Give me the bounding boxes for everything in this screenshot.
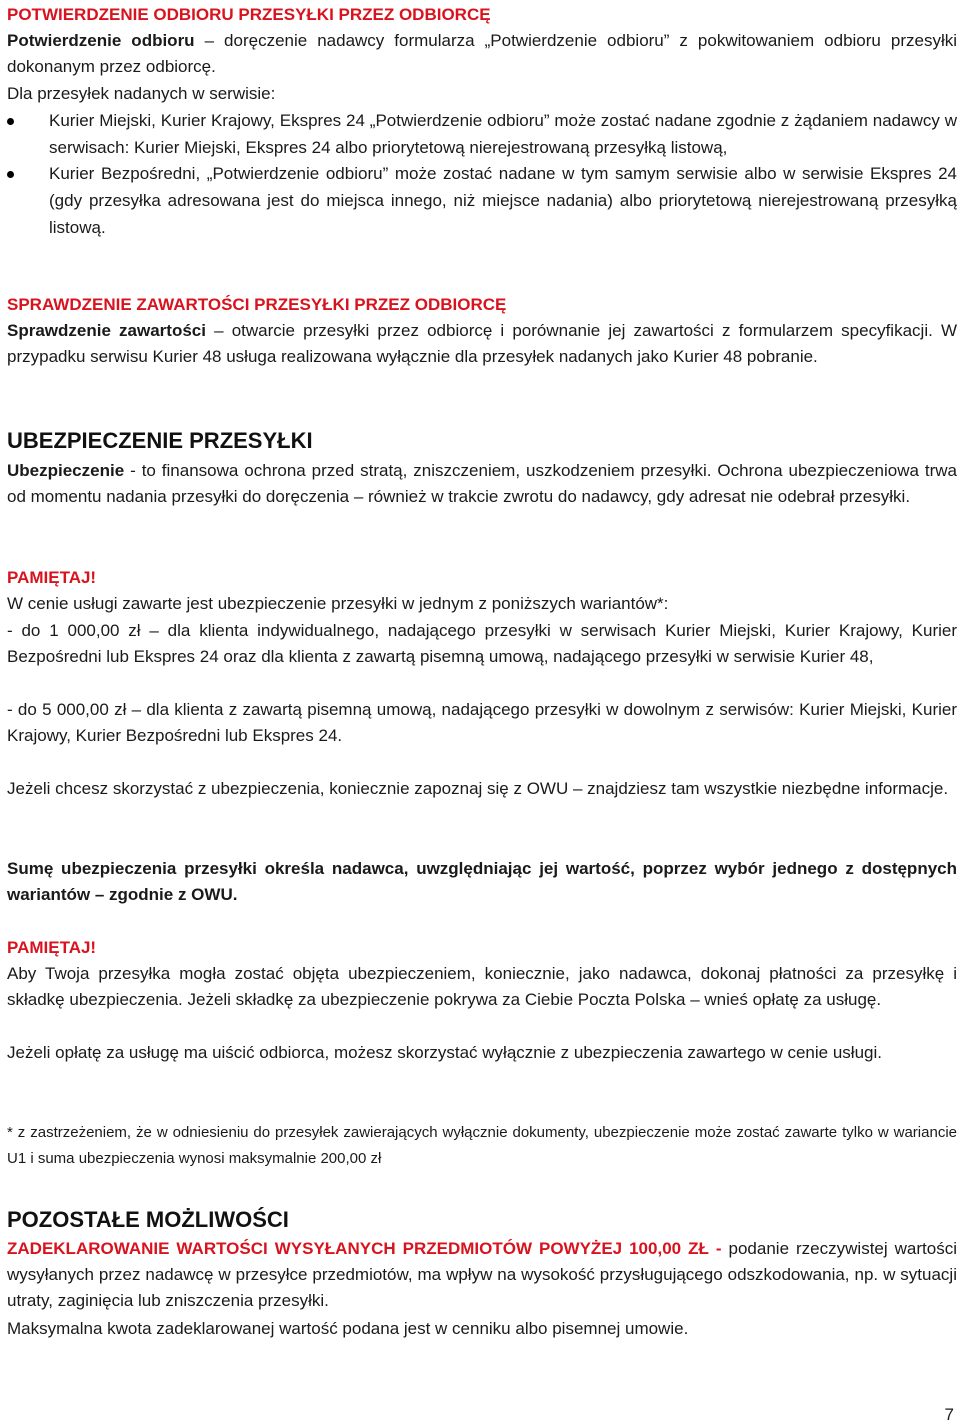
section-heading-delivery-confirmation: POTWIERDZENIE ODBIORU PRZESYŁKI PRZEZ ODBIORCĘ — [7, 5, 491, 24]
declared-value-label: ZADEKLAROWANIE WARTOŚCI WYSYŁANYCH PRZEDMIOTÓW POWYŻEJ 100,00 ZŁ - — [7, 1239, 722, 1258]
definition-text: – otwarcie przesyłki przez odbiorcę i porównanie jej zawartości z formularzem specyfikacji. W przypadku serwisu Kurier 48 usługa realizowana wyłącznie dla przesyłek nadanych jako Kurier 48 pobranie. — [7, 321, 957, 366]
page-number: 7 — [944, 1405, 954, 1424]
footnote: * z zastrzeżeniem, że w odniesieniu do przesyłek zawierających wyłącznie dokumenty, ubezpieczenie może zostać zawarte tylko w wariancie U1 i suma ubezpieczenia wynosi maksymalnie 200,00 zł — [7, 1124, 957, 1167]
owu-note: Jeżeli chcesz skorzystać z ubezpieczenia, koniecznie zapoznaj się z OWU – znajdziesz tam wszystkie niezbędne informacje. — [7, 779, 949, 798]
declared-value-text: podanie rzeczywistej wartości wysyłanych przez nadawcę w przesyłce przedmiotów, ma wpływ na wysokość przysługującego odszkodowania, np. w sytuacji utraty, zaginięcia lub zniszczenia przesyłki. — [7, 1239, 957, 1310]
sum-insured-note: Sumę ubezpieczenia przesyłki określa nadawca, uwzględniając jej wartość, poprzez wybór jednego z dostępnych wariantów – zgodnie z OWU. — [7, 859, 957, 904]
delivery-confirmation-definition — [7, 28, 957, 80]
bullet-item — [7, 108, 957, 161]
section-heading-other-options: POZOSTAŁE MOŻLIWOŚCI — [7, 1207, 289, 1232]
section-heading-content-check: SPRAWDZENIE ZAWARTOŚCI PRZESYŁKI PRZEZ ODBIORCĘ — [7, 295, 507, 314]
bullet-text: Kurier Miejski, Kurier Krajowy, Ekspres 24 „Potwierdzenie odbioru” może zostać nadane zgodnie z żądaniem nadawcy w serwisach: Kurier Miejski, Ekspres 24 albo priorytetową nierejestrowaną przesyłką listową, — [49, 111, 957, 157]
variant-1: - do 1 000,00 zł – dla klienta indywidualnego, nadającego przesyłki w serwisach Kurier Miejski, Kurier Krajowy, Kurier Bezpośredni lub Ekspres 24 oraz dla klienta z zawartą pisemną umową, nadającego przesyłki w serwisie Kurier 48, — [7, 621, 957, 666]
declared-value-paragraph — [7, 1236, 957, 1314]
payment-note: Aby Twoja przesyłka mogła zostać objęta ubezpieczeniem, koniecznie, jako nadawca, dokonaj płatności za przesyłkę i składkę ubezpieczenia. Jeżeli składkę za ubezpieczenie pokrywa za Ciebie Poczta Polska – wnieś opłatę za usługę. — [7, 964, 957, 1009]
bullet-text: Kurier Bezpośredni, „Potwierdzenie odbioru” może zostać nadane w tym samym serwisie albo w serwisie Ekspres 24 (gdy przesyłka adresowana jest do miejsca innego, niż miejsce nadania) albo priorytetową nierejestrowaną przesyłką listową. — [49, 164, 957, 237]
definition-text: - to finansowa ochrona przed stratą, zniszczeniem, uszkodzeniem przesyłki. Ochrona ubezpieczeniowa trwa od momentu nadania przesyłki do doręczenia – również w trakcie zwrotu do nadawcy, gdy adresat nie odebrał przesyłki. — [7, 461, 957, 506]
bullet-icon — [7, 171, 14, 178]
insurance-definition — [7, 458, 957, 510]
max-declared-value-note: Maksymalna kwota zadeklarowanej wartość podana jest w cenniku albo pisemnej umowie. — [7, 1319, 689, 1338]
term-content-check: Sprawdzenie zawartości — [7, 321, 206, 340]
definition-text: – doręczenie nadawcy formularza „Potwierdzenie odbioru” z pokwitowaniem odbioru przesyłki dokonanym przez odbiorcę. — [7, 31, 957, 76]
variant-2: - do 5 000,00 zł – dla klienta z zawartą pisemną umową, nadającego przesyłki w dowolnym z serwisów: Kurier Miejski, Kurier Krajowy, Kurier Bezpośredni lub Ekspres 24. — [7, 700, 957, 745]
services-intro: Dla przesyłek nadanych w serwisie: — [7, 84, 276, 103]
bullet-icon — [7, 118, 14, 125]
remember-label: PAMIĘTAJ! — [7, 568, 97, 587]
bullet-item — [7, 161, 957, 241]
term-insurance: Ubezpieczenie — [7, 461, 125, 480]
section-heading-insurance: UBEZPIECZENIE PRZESYŁKI — [7, 428, 313, 453]
variants-intro: W cenie usługi zawarte jest ubezpieczenie przesyłki w jednym z poniższych wariantów*: — [7, 594, 669, 613]
remember-label: PAMIĘTAJ! — [7, 938, 97, 957]
content-check-definition — [7, 318, 957, 370]
services-bullet-list — [7, 108, 957, 242]
recipient-payment-note: Jeżeli opłatę za usługę ma uiścić odbiorca, możesz skorzystać wyłącznie z ubezpieczenia zawartego w cenie usługi. — [7, 1043, 882, 1062]
term-delivery-confirmation: Potwierdzenie odbioru — [7, 31, 195, 50]
